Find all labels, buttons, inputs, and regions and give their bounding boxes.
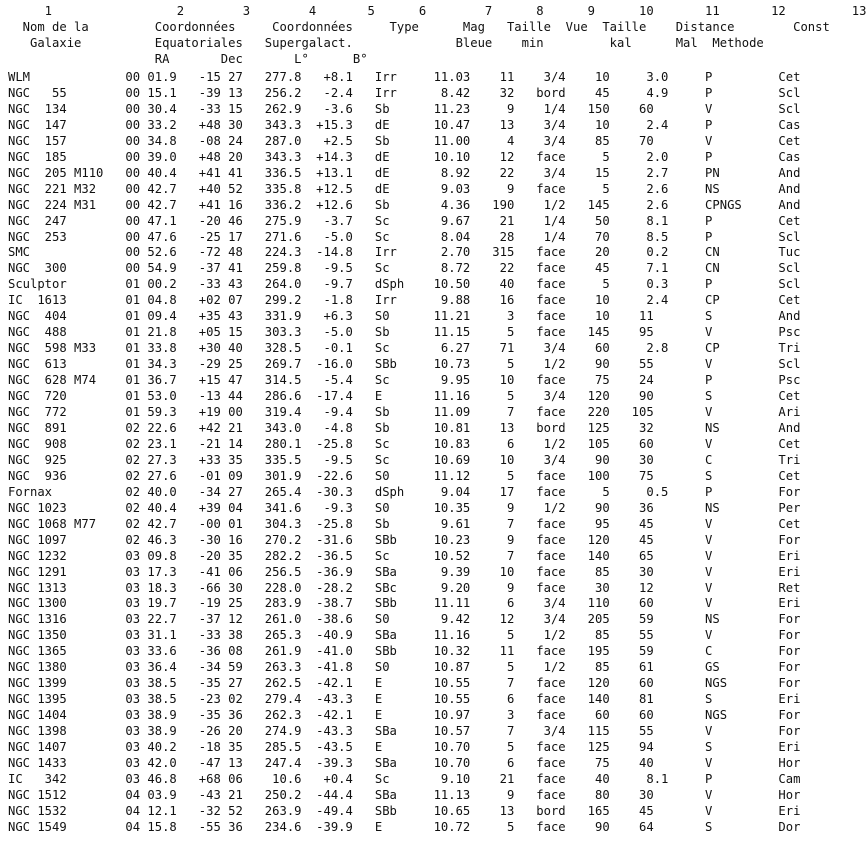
table-row: SMC 00 52.6 -72 48 224.3 -14.8 Irr 2.70 315 face 20 0.2 CN Tuc — [8, 245, 801, 260]
table-row: WLM 00 01.9 -15 27 277.8 +8.1 Irr 11.03 11 3/4 10 3.0 P Cet — [8, 70, 801, 84]
table-row: NGC 936 02 27.6 -01 09 301.9 -22.6 S0 11.12 5 face 100 75 S Cet — [8, 468, 801, 483]
table-row: NGC 1068 M77 02 42.7 -00 01 304.3 -25.8 Sb 9.61 7 face 95 45 V Cet — [8, 516, 801, 531]
table-row: IC 1613 01 04.8 +02 07 299.2 -1.8 Irr 9.88 16 face 10 2.4 CP Cet — [8, 293, 801, 308]
table-header — [8, 4, 867, 68]
table-row: NGC 908 02 23.1 -21 14 280.1 -25.8 Sc 10.83 6 1/2 105 60 V Cet — [8, 436, 801, 451]
table-row: NGC 157 00 34.8 -08 24 287.0 +2.5 Sb 11.00 4 3/4 85 70 V Cet — [8, 133, 801, 148]
table-row: NGC 1404 03 38.9 -35 36 262.3 -42.1 E 10.97 3 face 60 60 NGS For — [8, 708, 801, 723]
table-row: NGC 1549 04 15.8 -55 36 234.6 -39.9 E 10.72 5 face 90 64 S Dor — [8, 819, 801, 834]
table-row: NGC 1232 03 09.8 -20 35 282.2 -36.5 Sc 10.52 7 face 140 65 V Eri — [8, 548, 801, 563]
table-row: Sculptor 01 00.2 -33 43 264.0 -9.7 dSph 10.50 40 face 5 0.3 P Scl — [8, 277, 801, 292]
table-row: NGC 925 02 27.3 +33 35 335.5 -9.5 Sc 10.69 10 3/4 90 30 C Tri — [8, 452, 801, 467]
table-row: NGC 1395 03 38.5 -23 02 279.4 -43.3 E 10.55 6 face 140 81 S Eri — [8, 692, 801, 707]
table-row: NGC 253 00 47.6 -25 17 271.6 -5.0 Sc 8.04 28 1/4 70 8.5 P Scl — [8, 229, 801, 244]
table-row: NGC 134 00 30.4 -33 15 262.9 -3.6 Sb 11.23 9 1/4 150 60 V Scl — [8, 101, 801, 116]
table-row: NGC 221 M32 00 42.7 +40 52 335.8 +12.5 dE 9.03 9 face 5 2.6 NS And — [8, 181, 801, 196]
table-row: NGC 720 01 53.0 -13 44 286.6 -17.4 E 11.16 5 3/4 120 90 S Cet — [8, 389, 801, 404]
table-row: NGC 1512 04 03.9 -43 21 250.2 -44.4 SBa 11.13 9 face 80 30 V Hor — [8, 787, 801, 802]
table-row: NGC 205 M110 00 40.4 +41 41 336.5 +13.1 dE 8.92 22 3/4 15 2.7 PN And — [8, 165, 801, 180]
column-subtitles: RA Dec L° B° — [8, 51, 368, 66]
table-row: NGC 1398 03 38.9 -26 20 274.9 -43.3 SBa 10.57 7 3/4 115 55 V For — [8, 724, 801, 739]
table-row: NGC 1300 03 19.7 -19 25 283.9 -38.7 SBb 11.11 6 3/4 110 60 V Eri — [8, 596, 801, 611]
table-row: NGC 404 01 09.4 +35 43 331.9 +6.3 S0 11.21 3 face 10 11 S And — [8, 309, 801, 324]
table-row: NGC 55 00 15.1 -39 13 256.2 -2.4 Irr 8.42 32 bord 45 4.9 P Scl — [8, 85, 801, 100]
galaxy-table — [8, 70, 800, 836]
table-row: NGC 488 01 21.8 +05 15 303.3 -5.0 Sb 11.15 5 face 145 95 V Psc — [8, 325, 801, 340]
table-row: NGC 598 M33 01 33.8 +30 40 328.5 -0.1 Sc 6.27 71 3/4 60 2.8 CP Tri — [8, 341, 801, 356]
table-row: NGC 247 00 47.1 -20 46 275.9 -3.7 Sc 9.67 21 1/4 50 8.1 P Cet — [8, 213, 801, 228]
table-row: NGC 1407 03 40.2 -18 35 285.5 -43.5 E 10.70 5 face 125 94 S Eri — [8, 740, 801, 755]
table-row: NGC 772 01 59.3 +19 00 319.4 -9.4 Sb 11.09 7 face 220 105 V Ari — [8, 405, 801, 420]
table-row: NGC 1433 03 42.0 -47 13 247.4 -39.3 SBa 10.70 6 face 75 40 V Hor — [8, 755, 801, 770]
table-row: NGC 1399 03 38.5 -35 27 262.5 -42.1 E 10.55 7 face 120 60 NGS For — [8, 676, 801, 691]
table-row: Fornax 02 40.0 -34 27 265.4 -30.3 dSph 9.04 17 face 5 0.5 P For — [8, 484, 801, 499]
table-row: NGC 1313 03 18.3 -66 30 228.0 -28.2 SBc 9.20 9 face 30 12 V Ret — [8, 580, 801, 595]
column-numbers: 1 2 3 4 5 6 7 8 9 10 11 12 13 — [8, 4, 867, 18]
column-titles: Nom de la Coordonnées Coordonnées Type Mag Taille Vue Taille Distance Const — [8, 19, 830, 34]
table-row: NGC 1380 03 36.4 -34 59 263.3 -41.8 S0 10.87 5 1/2 85 61 GS For — [8, 660, 801, 675]
table-row: NGC 1316 03 22.7 -37 12 261.0 -38.6 S0 9.42 12 3/4 205 59 NS For — [8, 612, 801, 627]
table-row: NGC 1291 03 17.3 -41 06 256.5 -36.9 SBa 9.39 10 face 85 30 V Eri — [8, 564, 801, 579]
table-row: NGC 300 00 54.9 -37 41 259.8 -9.5 Sc 8.72 22 face 45 7.1 CN Scl — [8, 261, 801, 276]
column-titles-line2: Galaxie Equatoriales Supergalact. Bleue min kal Mal Methode — [8, 35, 764, 50]
table-row: NGC 224 M31 00 42.7 +41 16 336.2 +12.6 Sb 4.36 190 1/2 145 2.6 CPNGS And — [8, 197, 801, 212]
table-row: IC 342 03 46.8 +68 06 10.6 +0.4 Sc 9.10 21 face 40 8.1 P Cam — [8, 771, 801, 786]
table-row: NGC 628 M74 01 36.7 +15 47 314.5 -5.4 Sc 9.95 10 face 75 24 P Psc — [8, 373, 801, 388]
table-row: NGC 185 00 39.0 +48 20 343.3 +14.3 dE 10.10 12 face 5 2.0 P Cas — [8, 149, 801, 164]
table-row: NGC 891 02 22.6 +42 21 343.0 -4.8 Sb 10.81 13 bord 125 32 NS And — [8, 420, 801, 435]
table-row: NGC 1023 02 40.4 +39 04 341.6 -9.3 S0 10.35 9 1/2 90 36 NS Per — [8, 500, 801, 515]
table-row: NGC 1350 03 31.1 -33 38 265.3 -40.9 SBa 11.16 5 1/2 85 55 V For — [8, 628, 801, 643]
table-row: NGC 147 00 33.2 +48 30 343.3 +15.3 dE 10.47 13 3/4 10 2.4 P Cas — [8, 117, 801, 132]
table-row: NGC 1365 03 33.6 -36 08 261.9 -41.0 SBb 10.32 11 face 195 59 C For — [8, 644, 801, 659]
table-row: NGC 1097 02 46.3 -30 16 270.2 -31.6 SBb 10.23 9 face 120 45 V For — [8, 532, 801, 547]
table-row: NGC 1532 04 12.1 -32 52 263.9 -49.4 SBb 10.65 13 bord 165 45 V Eri — [8, 803, 801, 818]
table-row: NGC 613 01 34.3 -29 25 269.7 -16.0 SBb 10.73 5 1/2 90 55 V Scl — [8, 357, 801, 372]
